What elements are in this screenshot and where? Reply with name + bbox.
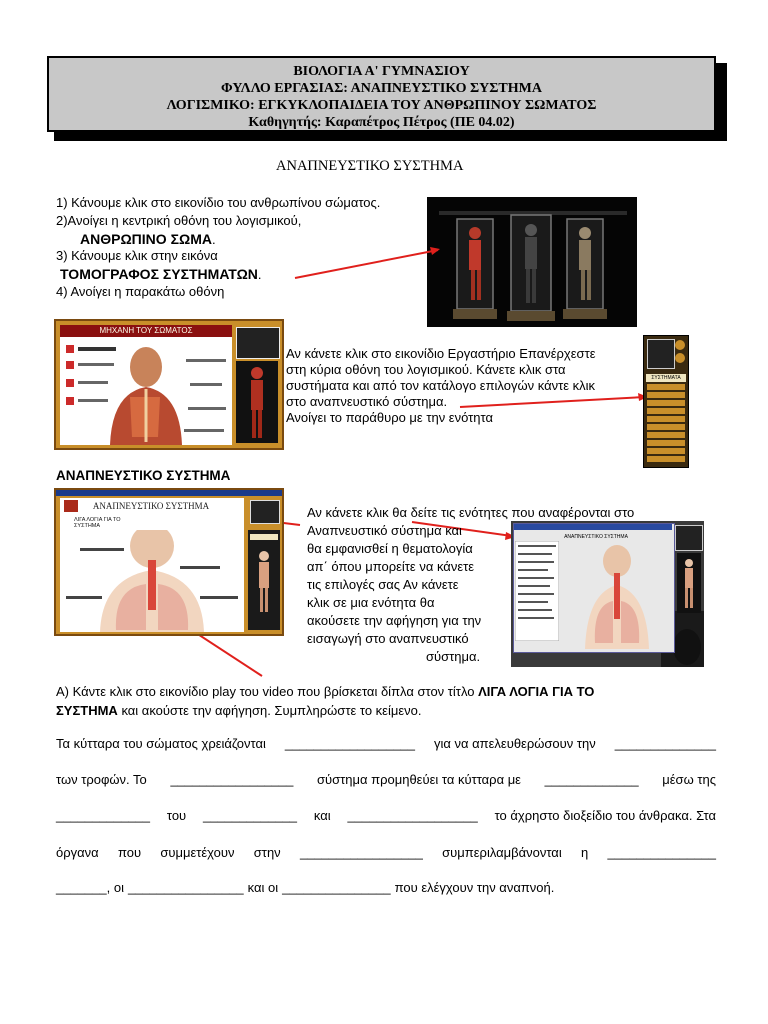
task-a-text-1: Α) Κάντε κλικ στο εικονίδιο play του video που βρίσκεται δίπλα στον τίτλο	[56, 684, 479, 699]
fill-blank[interactable]: _______________	[282, 880, 391, 895]
instruction-paragraph-1	[286, 346, 606, 426]
para1-line5: Ανοίγει το παράθυρο με την ενότητα	[286, 410, 493, 425]
para2-line1: Αν κάνετε κλικ θα δείτε τις ενότητες που αναφέρονται στο	[307, 505, 635, 520]
task-a-bold-2: ΣΥΣΤΗΜΑ	[56, 703, 118, 718]
section-respiratory-title: ΑΝΑΠΝΕΥΣΤΙΚΟ ΣΥΣΤΗΜΑ	[56, 468, 231, 483]
screenshot-systems-menu	[643, 335, 689, 468]
fill-blank[interactable]: _________________	[299, 845, 423, 860]
small-window-titlebar	[514, 524, 672, 530]
fill-row-5	[56, 880, 554, 895]
fill-text: συμπεριλαμβάνονται	[442, 845, 562, 860]
para2-line5: τις επιλογές σας Αν κάνετε	[307, 577, 459, 592]
para2-line2: Αναπνευστικό σύστημα και	[307, 523, 462, 538]
header-line2: ΦΥΛΛΟ ΕΡΓΑΣΙΑΣ: ΑΝΑΠΝΕΥΣΤΙΚΟ ΣΥΣΤΗΜΑ	[221, 81, 542, 96]
task-a-instructions	[56, 682, 716, 720]
fill-blank[interactable]: _____________	[203, 808, 298, 823]
fill-text: όργανα	[56, 845, 99, 860]
small-window-lab-icon[interactable]	[675, 525, 703, 551]
fill-text: και	[313, 808, 331, 823]
page-title: ΑΝΑΠΝΕΥΣΤΙΚΟ ΣΥΣΤΗΜΑ	[276, 158, 464, 174]
step-3-bold: ΤΟΜΟΓΡΑΦΟΣ ΣΥΣΤΗΜΑΤΩΝ	[60, 266, 258, 282]
small-window-side-figure	[677, 553, 701, 613]
fill-text: το άχρηστο διοξείδιο του άνθρακα. Στα	[494, 808, 716, 823]
respiratory-window-title: ΑΝΑΠΝΕΥΣΤΙΚΟ ΣΥΣΤΗΜΑ	[92, 501, 210, 511]
header-line3: ΛΟΓΙΣΜΙΚΟ: ΕΓΚΥΚΛΟΠΑΙΔΕΙΑ ΤΟΥ ΑΝΘΡΩΠΙΝΟΥ ΣΩΜΑΤΟΣ	[166, 98, 597, 113]
machine-lab-icon[interactable]	[236, 327, 280, 359]
respiratory-intro-item[interactable]: ΛΙΓΑ ΛΟΓΙΑ ΓΙΑ ΤΟ ΣΥΣΤΗΜΑ	[74, 517, 121, 529]
fill-text: στην	[253, 845, 281, 860]
fill-text: των τροφών. Το	[56, 772, 147, 787]
systems-lab-thumb	[647, 339, 675, 369]
fill-blank[interactable]: _______________	[607, 845, 716, 860]
screenshot-body-machine	[54, 319, 284, 450]
fill-blank[interactable]: ______________	[614, 736, 716, 751]
step-1: 1) Κάνουμε κλικ στο εικονίδιο του ανθρωπίνου σώματος.	[56, 195, 381, 210]
respiratory-lab-icon[interactable]	[250, 500, 280, 524]
fill-blank[interactable]: ________________	[127, 880, 244, 895]
step-3-dot: .	[257, 267, 262, 282]
small-window-topic-list[interactable]	[515, 541, 559, 641]
para1-line1: Αν κάνετε κλικ στο εικονίδιο Εργαστήριο Επανέρχεστε	[286, 346, 596, 361]
respiratory-window-titlebar	[56, 490, 282, 496]
systems-round-button-2[interactable]	[675, 353, 685, 363]
respiratory-anatomy-illustration	[60, 530, 244, 632]
arrow-to-bodies	[295, 250, 438, 278]
task-a-bold-1: ΛΙΓΑ ΛΟΓΙΑ ΓΙΑ ΤΟ	[478, 684, 595, 699]
fill-text: για να απελευθερώσουν την	[434, 736, 596, 751]
small-window-anatomy	[563, 543, 671, 649]
machine-title-bar: ΜΗΧΑΝΗ ΤΟΥ ΣΩΜΑΤΟΣ	[60, 325, 232, 337]
task-a-text-2: και ακούστε την αφήγηση. Συμπληρώστε το κείμενο.	[117, 703, 422, 718]
para1-line4: στο αναπνευστικό σύστημα.	[286, 394, 448, 409]
systems-menu-title: ΣΥΣΤΗΜΑΤΑ	[646, 374, 686, 382]
fill-text: που ελέγχουν την αναπνοή.	[394, 880, 555, 895]
fill-row-2	[56, 772, 716, 787]
step-4: 4) Ανοίγει η παρακάτω οθόνη	[56, 284, 225, 299]
arrow-head-1	[430, 247, 440, 255]
step-3: 3) Κάνουμε κλικ στην εικόνα	[56, 248, 218, 263]
fill-row-1	[56, 736, 716, 751]
machine-side-figure	[236, 361, 278, 443]
fill-text: που	[117, 845, 142, 860]
step-2-bold: ΑΝΘΡΩΠΙΝΟ ΣΩΜΑ	[80, 231, 212, 247]
para2-line3: θα εμφανισθεί η θεματολογία	[307, 541, 473, 556]
para1-line2: στη κύρια οθόνη του λογισμικού. Κάνετε κλικ στα	[286, 362, 566, 377]
fill-text: η	[581, 845, 589, 860]
systems-menu-list[interactable]	[647, 384, 685, 464]
systems-round-button-1[interactable]	[675, 340, 685, 350]
fill-blank[interactable]: __________________	[284, 736, 416, 751]
fill-row-4	[56, 845, 716, 860]
fill-text: και οι	[247, 880, 279, 895]
fill-blank[interactable]: _______, οι	[56, 880, 124, 895]
fill-text: συμμετέχουν	[160, 845, 235, 860]
para2-line7: ακούσετε την αφήγηση για την	[307, 613, 482, 628]
fill-text: σύστημα προμηθεύει τα κύτταρα με	[317, 772, 521, 787]
screenshot-respiratory-window	[54, 488, 284, 636]
header-line1: ΒΙΟΛΟΓΙΑ Α' ΓΥΜΝΑΣΙΟΥ	[293, 64, 470, 79]
step-2-dot: .	[211, 232, 216, 247]
fill-row-3	[56, 808, 716, 823]
play-video-icon[interactable]	[64, 500, 78, 512]
fill-text: Τα κύτταρα του σώματος χρειάζονται	[56, 736, 266, 751]
para2-line6: κλικ σε μια ενότητα θα	[307, 595, 435, 610]
para1-line3: συστήματα και από τον κατάλογο επιλογών κάντε κλικ	[286, 378, 596, 393]
para2-line4: απ΄ όπου μπορείτε να κάνετε	[307, 559, 475, 574]
fill-blank[interactable]: _________________	[170, 772, 294, 787]
step-2: 2)Ανοίγει η κεντρική οθόνη του λογισμικού,	[56, 213, 302, 228]
fill-text: του	[166, 808, 187, 823]
machine-anatomy-illustration	[60, 337, 232, 445]
para2-line8: εισαγωγή στο αναπνευστικό	[307, 631, 469, 646]
screenshot-respiratory-small	[511, 521, 704, 667]
respiratory-side-panel	[248, 530, 280, 630]
fill-blank[interactable]: _____________	[544, 772, 639, 787]
fill-blank[interactable]: __________________	[347, 808, 478, 823]
para2-line9: σύστημα.	[426, 649, 481, 664]
fill-text: μέσω της	[662, 772, 716, 787]
header-teacher: Καθηγητής: Καραπέτρος Πέτρος (ΠΕ 04.02)	[248, 115, 515, 130]
fill-blank[interactable]: _____________	[56, 808, 150, 823]
small-window-title: ΑΝΑΠΝΕΥΣΤΙΚΟ ΣΥΣΤΗΜΑ	[564, 534, 628, 540]
